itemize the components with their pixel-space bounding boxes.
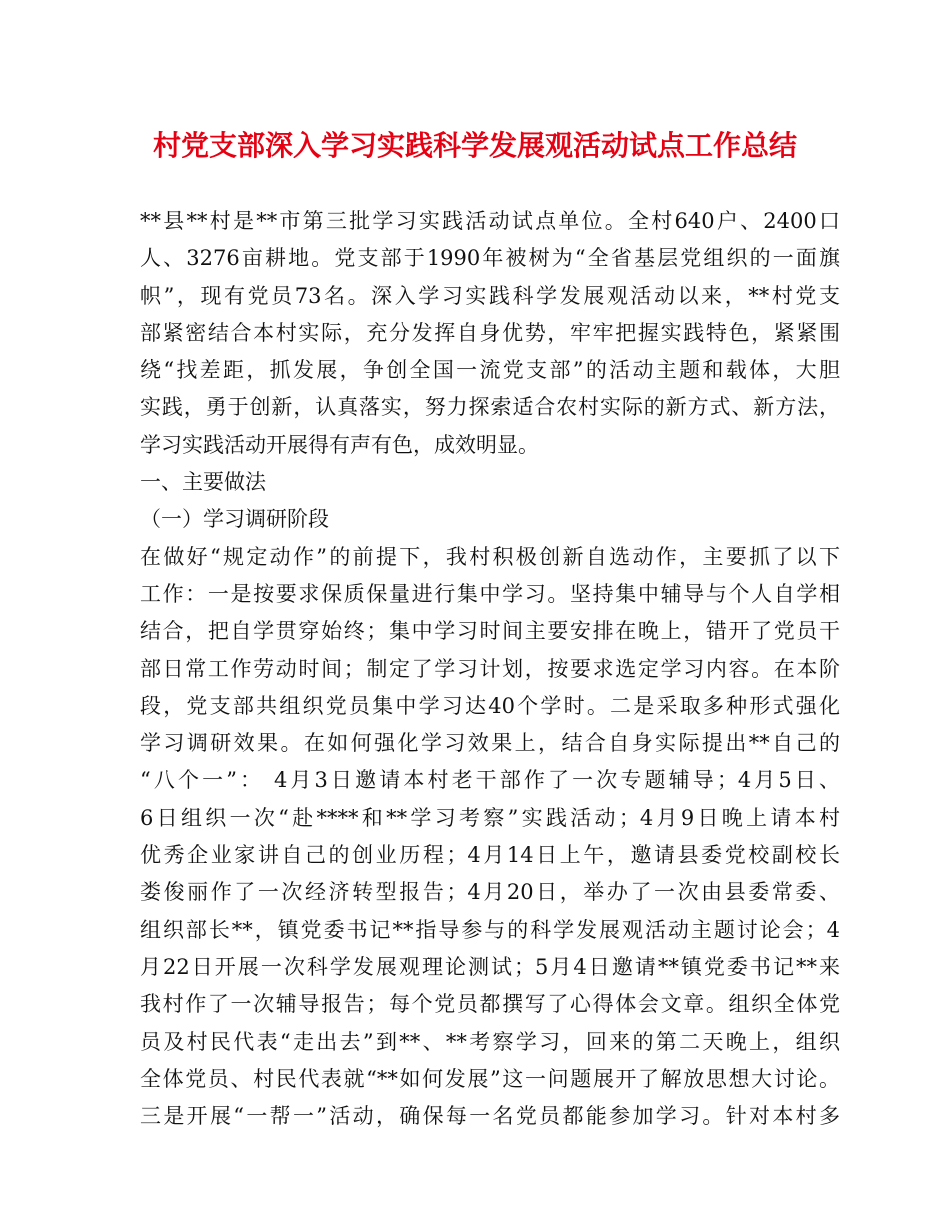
body-line: 实践，勇于创新，认真落实，努力探索适合农村实际的新方式、新方法， — [140, 395, 840, 420]
body-line: 一、主要做法 — [140, 470, 266, 495]
body-line: 我村作了一次辅导报告；每个党员都撰写了心得体会文章。组织全体党 — [140, 992, 840, 1017]
body-line: 结合，把自学贯穿始终；集中学习时间主要安排在晚上，错开了党员干 — [140, 619, 840, 644]
body-line: 员及村民代表“走出去”到**、**考察学习，回来的第二天晚上，组织 — [140, 1029, 840, 1054]
body-line: 组织部长**，镇党委书记**指导参与的科学发展观活动主题讨论会；4 — [140, 917, 840, 942]
body-line: 全体党员、村民代表就“**如何发展”这一问题展开了解放思想大讨论。 — [140, 1066, 840, 1091]
body-line: **县**村是**市第三批学习实践活动试点单位。全村640户、2400口 — [140, 209, 840, 233]
body-line: 工作：一是按要求保质保量进行集中学习。坚持集中辅导与个人自学相 — [140, 581, 840, 606]
body-line: 部紧密结合本村实际，充分发挥自身优势，牢牢把握实践特色，紧紧围 — [140, 320, 840, 345]
body-line: 月22日开展一次科学发展观理论测试；5月4日邀请**镇党委书记**来 — [140, 954, 840, 979]
body-line: （一）学习调研阶段 — [140, 507, 329, 532]
body-line: 段，党支部共组织党员集中学习达40个学时。二是采取多种形式强化 — [140, 693, 840, 718]
body-line: 学习实践活动开展得有声有色，成效明显。 — [140, 432, 539, 457]
body-line: 帜”，现有党员73名。深入学习实践科学发展观活动以来，**村党支 — [140, 283, 840, 308]
body-line: 部日常工作劳动时间；制定了学习计划，按要求选定学习内容。在本阶 — [140, 656, 840, 681]
body-line: 人、3276亩耕地。党支部于1990年被树为“全省基层党组织的一面旗 — [140, 246, 840, 271]
body-line: 娄俊丽作了一次经济转型报告；4月20日，举办了一次由县委常委、 — [140, 880, 840, 905]
body-line: 优秀企业家讲自己的创业历程；4月14日上午，邀请县委党校副校长 — [140, 843, 840, 868]
document-title: 村党支部深入学习实践科学发展观活动试点工作总结 — [152, 129, 797, 162]
document-body — [140, 203, 840, 1135]
body-line: 在做好“规定动作”的前提下，我村积极创新自选动作，主要抓了以下 — [140, 544, 840, 569]
body-line: 学习调研效果。在如何强化学习效果上，结合自身实际提出**自己的 — [140, 731, 840, 756]
body-line: “八个一”： 4月3日邀请本村老干部作了一次专题辅导；4月5日、 — [140, 768, 840, 793]
body-line: 6日组织一次“赴****和**学习考察”实践活动；4月9日晚上请本村 — [140, 805, 840, 830]
body-line: 三是开展“一帮一”活动，确保每一名党员都能参加学习。针对本村多 — [140, 1104, 840, 1129]
body-line: 绕“找差距，抓发展，争创全国一流党支部”的活动主题和载体，大胆 — [140, 358, 840, 383]
